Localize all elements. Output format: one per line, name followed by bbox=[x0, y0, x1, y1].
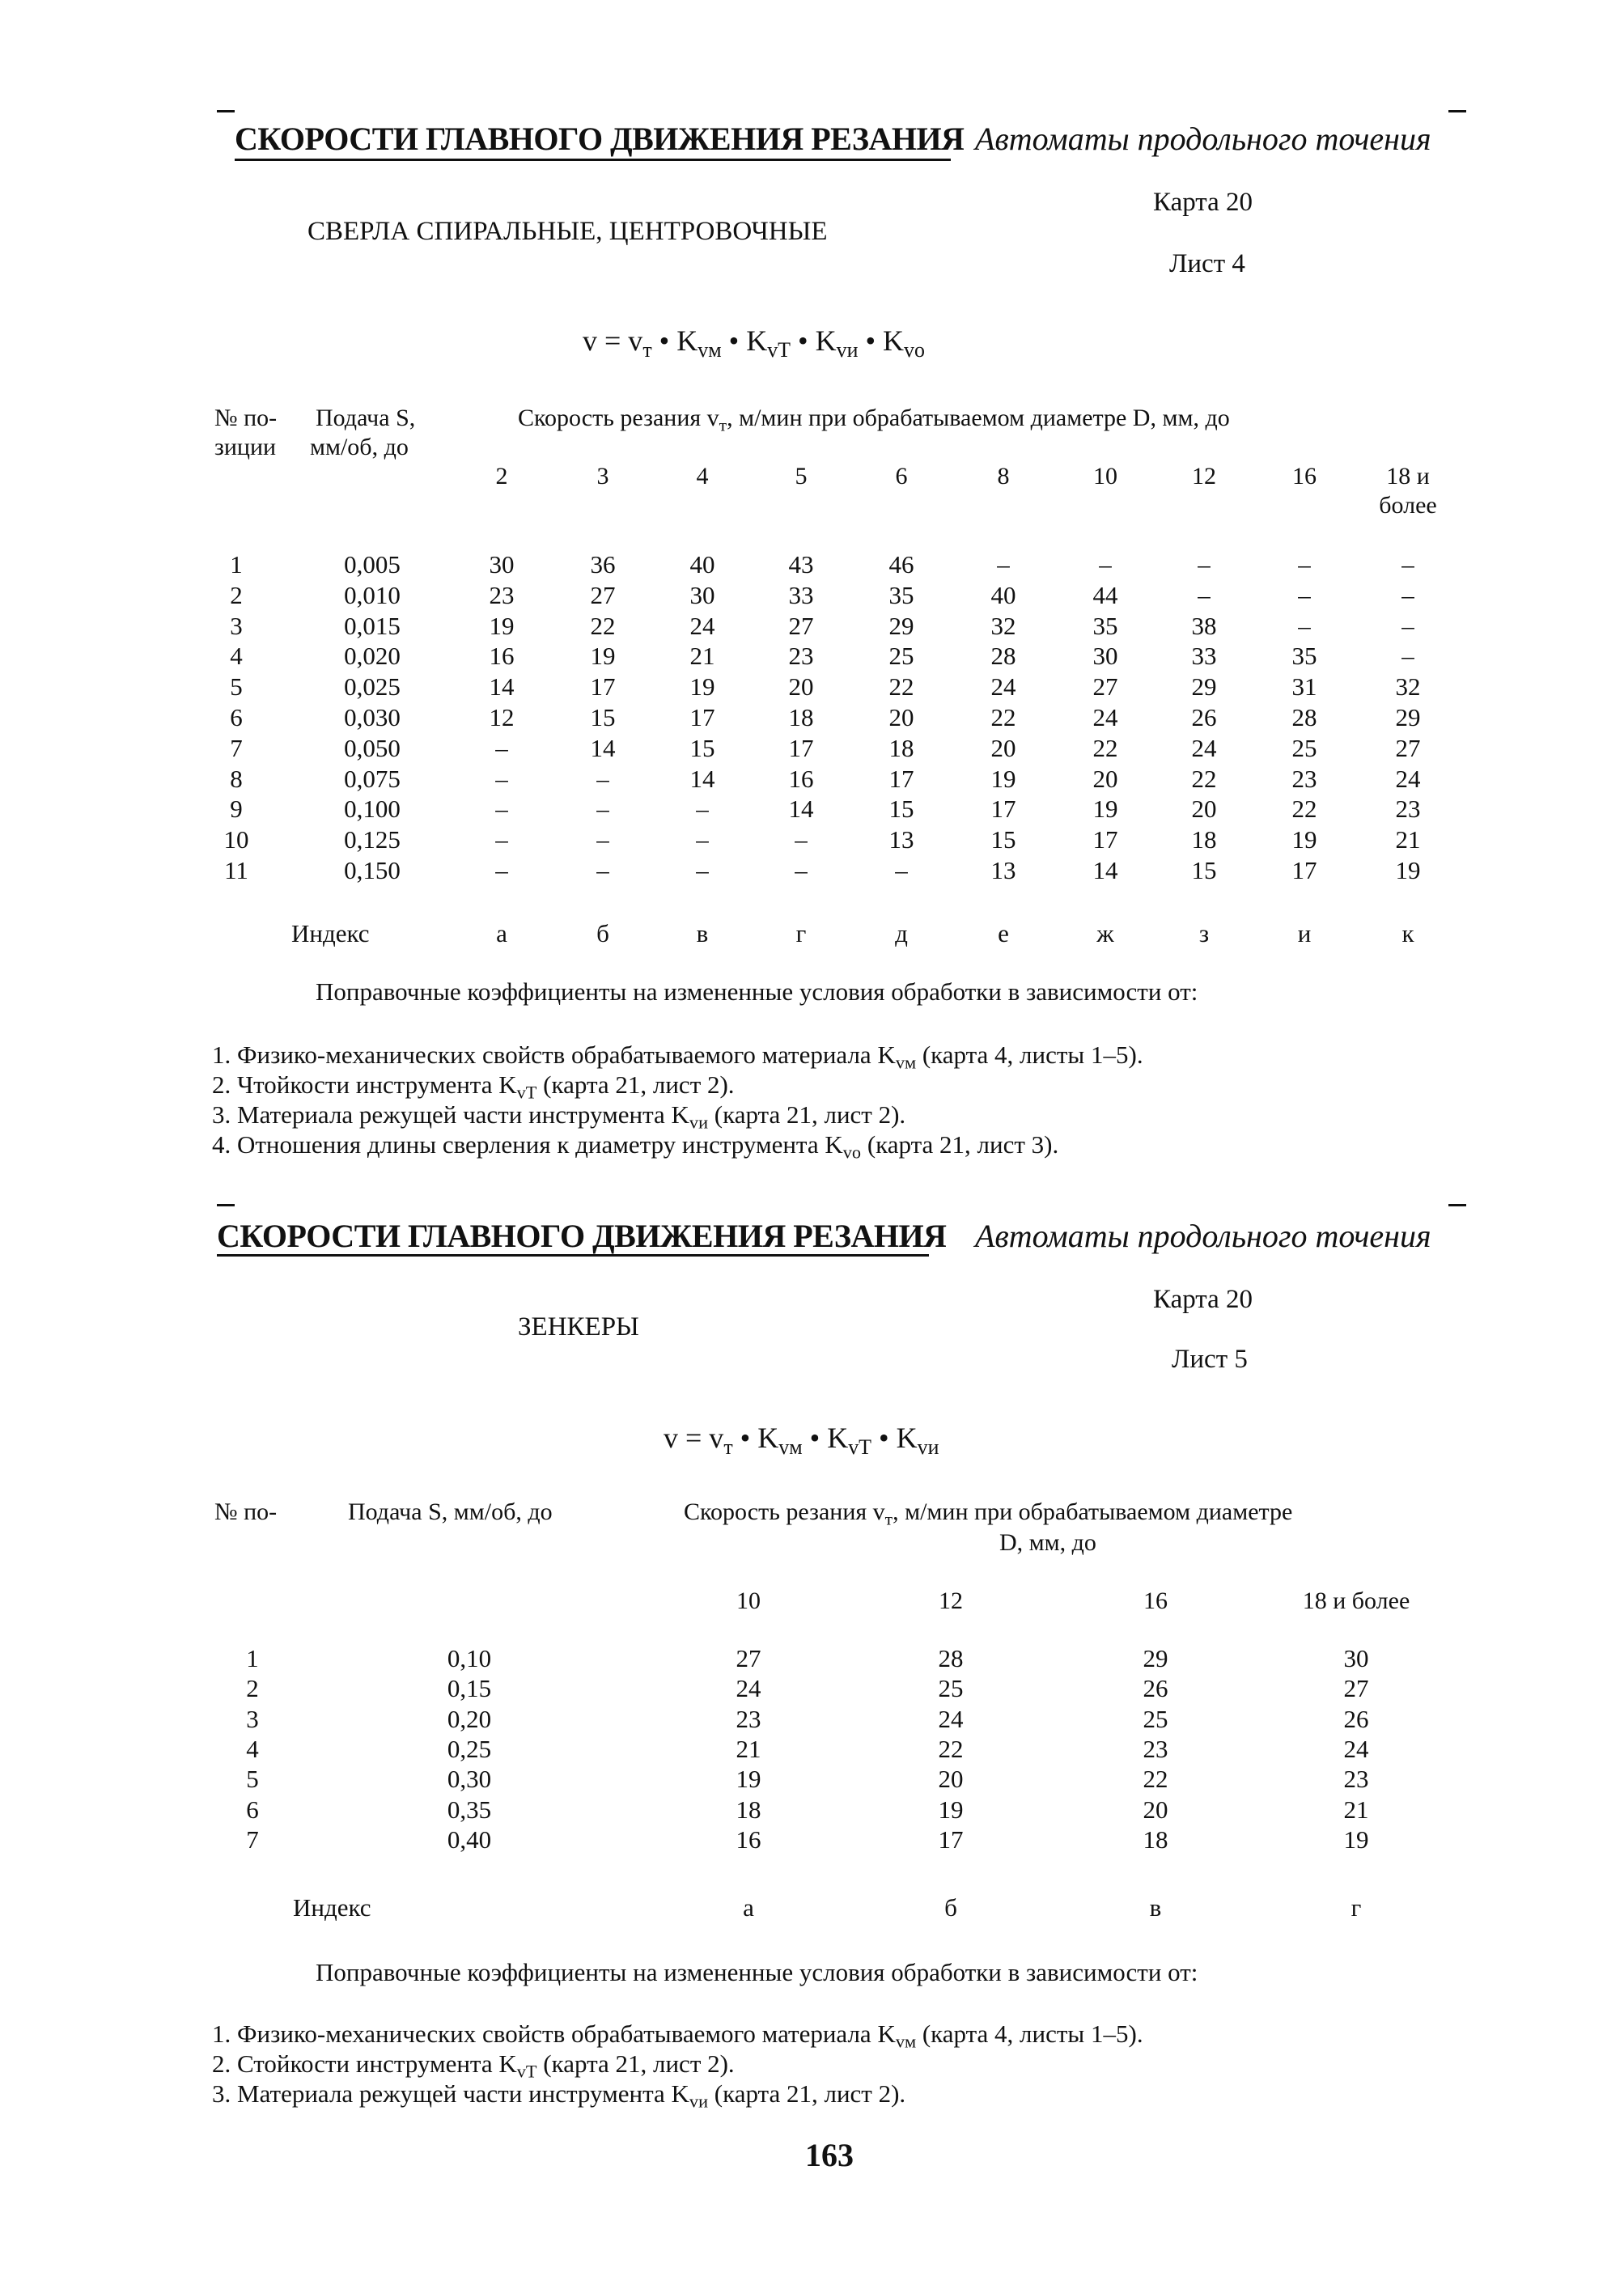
section1-title: СКОРОСТИ ГЛАВНОГО ДВИЖЕНИЯ РЕЗАНИЯ bbox=[235, 121, 965, 157]
speed-cell: 17 bbox=[689, 703, 715, 731]
speed-cell: 22 bbox=[1191, 765, 1217, 793]
row-position: 3 bbox=[246, 1705, 259, 1733]
speed-cell: 14 bbox=[689, 765, 715, 793]
section2-title: СКОРОСТИ ГЛАВНОГО ДВИЖЕНИЯ РЕЗАНИЯ bbox=[217, 1218, 947, 1254]
speed-cell: 21 bbox=[689, 642, 715, 670]
correction-item: 2. Стойкости инструмента $K_{vT}$ (карта 21, лист 2). bbox=[212, 2049, 735, 2082]
speed-cell: 19 bbox=[1395, 856, 1421, 884]
correction-item: 2. Чтойкости инструмента $K_{vT}$ (карта 21, лист 2). bbox=[212, 1070, 735, 1103]
speed-cell: 24 bbox=[1343, 1735, 1369, 1763]
diameter-label: 16 bbox=[1292, 463, 1317, 490]
speed-cell: 25 bbox=[888, 642, 914, 670]
diameter-label: 4 bbox=[696, 463, 709, 490]
speed-cell: – bbox=[1298, 550, 1311, 579]
speed-cell: 35 bbox=[1092, 612, 1118, 640]
corner-mark bbox=[1448, 110, 1466, 112]
row-feed: 0,100 bbox=[344, 795, 401, 823]
speed-cell: 14 bbox=[788, 795, 814, 823]
index-cell: в bbox=[1149, 1893, 1162, 1922]
speed-cell: 21 bbox=[1395, 825, 1421, 854]
speed-cell: 18 bbox=[736, 1795, 761, 1824]
index-cell: в bbox=[696, 919, 709, 947]
section2-card: Карта 20 bbox=[1153, 1285, 1253, 1314]
speed-cell: 16 bbox=[788, 765, 814, 793]
section2-speed-header-line1: Скорость резания $v_т$, м/мин при обрабатываемом диаметре bbox=[684, 1498, 1293, 1529]
index-cell: а bbox=[743, 1893, 754, 1922]
index-cell: б bbox=[944, 1893, 957, 1922]
speed-cell: 26 bbox=[1143, 1674, 1168, 1702]
speed-cell: 15 bbox=[590, 703, 616, 731]
speed-cell: 20 bbox=[888, 703, 914, 731]
diameter-label: более bbox=[1379, 492, 1437, 519]
speed-cell: 18 bbox=[788, 703, 814, 731]
index-cell: к bbox=[1401, 919, 1414, 947]
speed-cell: 20 bbox=[1143, 1795, 1168, 1824]
section1-col-feed-line2: мм/об, до bbox=[310, 434, 409, 460]
speed-cell: 40 bbox=[689, 550, 715, 579]
row-position: 5 bbox=[246, 1765, 259, 1793]
speed-cell: 20 bbox=[1191, 795, 1217, 823]
speed-cell: – bbox=[1099, 550, 1112, 579]
speed-cell: 26 bbox=[1191, 703, 1217, 731]
speed-cell: 17 bbox=[1291, 856, 1317, 884]
index-cell: д bbox=[895, 919, 908, 947]
speed-cell: 17 bbox=[938, 1825, 964, 1854]
speed-cell: 23 bbox=[1343, 1765, 1369, 1793]
speed-cell: 36 bbox=[590, 550, 616, 579]
speed-cell: 29 bbox=[1191, 672, 1217, 701]
speed-cell: 23 bbox=[489, 581, 515, 609]
speed-cell: 21 bbox=[1343, 1795, 1369, 1824]
speed-cell: 33 bbox=[1191, 642, 1217, 670]
index-cell: ж bbox=[1096, 919, 1114, 947]
speed-cell: 19 bbox=[489, 612, 515, 640]
diameter-label: 10 bbox=[736, 1587, 761, 1614]
speed-cell: 19 bbox=[938, 1795, 964, 1824]
row-feed: 0,15 bbox=[447, 1674, 492, 1702]
section2-title-underline bbox=[217, 1254, 929, 1257]
speed-cell: 17 bbox=[888, 765, 914, 793]
row-position: 7 bbox=[230, 734, 243, 762]
speed-cell: 22 bbox=[1092, 734, 1118, 762]
row-feed: 0,030 bbox=[344, 703, 401, 731]
speed-cell: – bbox=[1401, 612, 1414, 640]
row-feed: 0,25 bbox=[447, 1735, 492, 1763]
diameter-label: 3 bbox=[596, 463, 609, 490]
speed-cell: 22 bbox=[590, 612, 616, 640]
diameter-label: 18 и более bbox=[1302, 1587, 1410, 1614]
diameter-label: 10 bbox=[1093, 463, 1117, 490]
speed-cell: 27 bbox=[788, 612, 814, 640]
correction-item: 1. Физико-механических свойств обрабатываемого материала $K_{vм}$ (карта 4, листы 1–5). bbox=[212, 2020, 1143, 2052]
speed-cell: 24 bbox=[938, 1705, 964, 1733]
section1-speed-header: Скорость резания $v_т$, м/мин при обрабатываемом диаметре D, мм, до bbox=[518, 405, 1230, 435]
speed-cell: – bbox=[495, 825, 508, 854]
section1-heading: СВЕРЛА СПИРАЛЬНЫЕ, ЦЕНТРОВОЧНЫЕ bbox=[307, 217, 828, 246]
section2-speed-header-line2: D, мм, до bbox=[999, 1529, 1096, 1556]
row-position: 11 bbox=[224, 856, 248, 884]
speed-cell: 16 bbox=[736, 1825, 761, 1854]
speed-cell: 19 bbox=[1092, 795, 1118, 823]
speed-cell: 35 bbox=[888, 581, 914, 609]
speed-cell: – bbox=[1298, 612, 1311, 640]
diameter-label: 8 bbox=[997, 463, 1010, 490]
speed-cell: 30 bbox=[489, 550, 515, 579]
speed-cell: 24 bbox=[689, 612, 715, 640]
row-position: 6 bbox=[230, 703, 243, 731]
row-position: 9 bbox=[230, 795, 243, 823]
speed-cell: – bbox=[495, 734, 508, 762]
speed-cell: 27 bbox=[1343, 1674, 1369, 1702]
speed-cell: 18 bbox=[888, 734, 914, 762]
speed-cell: 28 bbox=[1291, 703, 1317, 731]
speed-cell: 27 bbox=[590, 581, 616, 609]
diameter-label: 2 bbox=[495, 463, 508, 490]
diameter-label: 12 bbox=[1192, 463, 1216, 490]
row-position: 2 bbox=[230, 581, 243, 609]
speed-cell: 40 bbox=[990, 581, 1016, 609]
row-feed: 0,025 bbox=[344, 672, 401, 701]
row-feed: 0,125 bbox=[344, 825, 401, 854]
row-position: 2 bbox=[246, 1674, 259, 1702]
row-position: 1 bbox=[230, 550, 243, 579]
diameter-label: 5 bbox=[795, 463, 808, 490]
section2-heading: ЗЕНКЕРЫ bbox=[518, 1312, 639, 1341]
speed-cell: – bbox=[1298, 581, 1311, 609]
speed-cell: 20 bbox=[1092, 765, 1118, 793]
row-feed: 0,015 bbox=[344, 612, 401, 640]
index-label: Индекс bbox=[293, 1893, 371, 1922]
speed-cell: 24 bbox=[990, 672, 1016, 701]
speed-cell: 24 bbox=[1191, 734, 1217, 762]
speed-cell: – bbox=[596, 856, 609, 884]
speed-cell: – bbox=[696, 795, 709, 823]
speed-cell: 21 bbox=[736, 1735, 761, 1763]
row-position: 3 bbox=[230, 612, 243, 640]
speed-cell: 25 bbox=[1291, 734, 1317, 762]
speed-cell: 30 bbox=[1343, 1644, 1369, 1672]
section2-col-position: № по- bbox=[214, 1498, 278, 1525]
speed-cell: 29 bbox=[1143, 1644, 1168, 1672]
index-cell: б bbox=[596, 919, 609, 947]
speed-cell: 12 bbox=[489, 703, 515, 731]
speed-cell: 19 bbox=[1343, 1825, 1369, 1854]
correction-item: 4. Отношения длины сверления к диаметру инструмента $K_{vo}$ (карта 21, лист 3). bbox=[212, 1130, 1059, 1163]
speed-cell: 14 bbox=[1092, 856, 1118, 884]
correction-item: 3. Материала режущей части инструмента $K_{vи}$ (карта 21, лист 2). bbox=[212, 2079, 906, 2112]
row-position: 4 bbox=[230, 642, 243, 670]
speed-cell: 15 bbox=[888, 795, 914, 823]
speed-cell: 22 bbox=[938, 1735, 964, 1763]
speed-cell: 22 bbox=[1291, 795, 1317, 823]
row-feed: 0,10 bbox=[447, 1644, 492, 1672]
row-feed: 0,005 bbox=[344, 550, 401, 579]
speed-cell: 26 bbox=[1343, 1705, 1369, 1733]
row-position: 7 bbox=[246, 1825, 259, 1854]
speed-cell: 17 bbox=[590, 672, 616, 701]
speed-cell: 23 bbox=[1143, 1735, 1168, 1763]
row-feed: 0,010 bbox=[344, 581, 401, 609]
row-position: 10 bbox=[223, 825, 249, 854]
diameter-label: 16 bbox=[1143, 1587, 1168, 1614]
speed-cell: 20 bbox=[938, 1765, 964, 1793]
speed-cell: 25 bbox=[1143, 1705, 1168, 1733]
speed-cell: 18 bbox=[1191, 825, 1217, 854]
section1-subtitle: Автоматы продольного точения bbox=[975, 121, 1431, 157]
speed-cell: – bbox=[1401, 642, 1414, 670]
speed-cell: – bbox=[1401, 550, 1414, 579]
speed-cell: – bbox=[997, 550, 1010, 579]
row-position: 5 bbox=[230, 672, 243, 701]
section1-formula: $v = v_т$ • $K_{vм}$ • $K_{vT}$ • $K_{vи}$ • $K_{vo}$ bbox=[583, 324, 925, 362]
speed-cell: 23 bbox=[736, 1705, 761, 1733]
speed-cell: 35 bbox=[1291, 642, 1317, 670]
speed-cell: 19 bbox=[689, 672, 715, 701]
section2-corrections-title: Поправочные коэффициенты на измененные условия обработки в зависимости от: bbox=[316, 1958, 1198, 1986]
section1-card: Карта 20 bbox=[1153, 188, 1253, 217]
speed-cell: 24 bbox=[1395, 765, 1421, 793]
row-position: 1 bbox=[246, 1644, 259, 1672]
correction-item: 3. Материала режущей части инструмента $K_{vи}$ (карта 21, лист 2). bbox=[212, 1100, 906, 1133]
section2-col-feed: Подача S, мм/об, до bbox=[348, 1498, 553, 1525]
section2-formula: $v = v_т$ • $K_{vм}$ • $K_{vT}$ • $K_{vи}$ bbox=[664, 1422, 939, 1459]
speed-cell: – bbox=[495, 795, 508, 823]
speed-cell: – bbox=[596, 795, 609, 823]
speed-cell: – bbox=[596, 825, 609, 854]
section1-col-position-line2: зиции bbox=[214, 434, 277, 460]
page-number: 163 bbox=[805, 2137, 854, 2173]
speed-cell: 15 bbox=[990, 825, 1016, 854]
speed-cell: – bbox=[495, 856, 508, 884]
speed-cell: 20 bbox=[788, 672, 814, 701]
speed-cell: – bbox=[795, 856, 808, 884]
speed-cell: 31 bbox=[1291, 672, 1317, 701]
speed-cell: 27 bbox=[736, 1644, 761, 1672]
index-cell: и bbox=[1297, 919, 1312, 947]
speed-cell: 17 bbox=[990, 795, 1016, 823]
row-feed: 0,020 bbox=[344, 642, 401, 670]
speed-cell: 23 bbox=[1291, 765, 1317, 793]
row-feed: 0,20 bbox=[447, 1705, 492, 1733]
speed-cell: 33 bbox=[788, 581, 814, 609]
speed-cell: 30 bbox=[1092, 642, 1118, 670]
speed-cell: 19 bbox=[1291, 825, 1317, 854]
speed-cell: 28 bbox=[938, 1644, 964, 1672]
speed-cell: – bbox=[696, 825, 709, 854]
speed-cell: 22 bbox=[888, 672, 914, 701]
diameter-label: 18 и bbox=[1386, 463, 1430, 490]
speed-cell: 38 bbox=[1191, 612, 1217, 640]
speed-cell: 22 bbox=[1143, 1765, 1168, 1793]
speed-cell: 29 bbox=[1395, 703, 1421, 731]
index-cell: г bbox=[795, 919, 807, 947]
index-cell: а bbox=[496, 919, 507, 947]
speed-cell: 24 bbox=[1092, 703, 1118, 731]
speed-cell: – bbox=[696, 856, 709, 884]
speed-cell: 46 bbox=[888, 550, 914, 579]
speed-cell: 19 bbox=[590, 642, 616, 670]
speed-cell: 27 bbox=[1395, 734, 1421, 762]
diameter-label: 6 bbox=[895, 463, 908, 490]
speed-cell: 29 bbox=[888, 612, 914, 640]
speed-cell: 14 bbox=[489, 672, 515, 701]
row-position: 8 bbox=[230, 765, 243, 793]
row-feed: 0,075 bbox=[344, 765, 401, 793]
speed-cell: – bbox=[596, 765, 609, 793]
speed-cell: 20 bbox=[990, 734, 1016, 762]
speed-cell: – bbox=[795, 825, 808, 854]
section1-col-feed-line1: Подача S, bbox=[316, 405, 416, 431]
speed-cell: 16 bbox=[489, 642, 515, 670]
speed-cell: 14 bbox=[590, 734, 616, 762]
row-feed: 0,050 bbox=[344, 734, 401, 762]
speed-cell: 19 bbox=[990, 765, 1016, 793]
speed-cell: 44 bbox=[1092, 581, 1118, 609]
speed-cell: 17 bbox=[788, 734, 814, 762]
section2-sheet: Лист 5 bbox=[1172, 1345, 1248, 1374]
speed-cell: – bbox=[1198, 550, 1211, 579]
speed-cell: 18 bbox=[1143, 1825, 1168, 1854]
speed-cell: 13 bbox=[888, 825, 914, 854]
speed-cell: 17 bbox=[1092, 825, 1118, 854]
correction-item: 1. Физико-механических свойств обрабатываемого материала $K_{vм}$ (карта 4, листы 1–5). bbox=[212, 1041, 1143, 1073]
speed-cell: – bbox=[1198, 581, 1211, 609]
speed-cell: 24 bbox=[736, 1674, 761, 1702]
section1-col-position-line1: № по- bbox=[214, 405, 278, 431]
index-label: Индекс bbox=[291, 919, 370, 947]
row-feed: 0,150 bbox=[344, 856, 401, 884]
speed-cell: 30 bbox=[689, 581, 715, 609]
corner-mark bbox=[217, 110, 235, 112]
index-cell: е bbox=[998, 919, 1009, 947]
speed-cell: 13 bbox=[990, 856, 1016, 884]
index-cell: з bbox=[1198, 919, 1210, 947]
row-feed: 0,35 bbox=[447, 1795, 492, 1824]
speed-cell: 22 bbox=[990, 703, 1016, 731]
corner-mark bbox=[217, 1204, 235, 1206]
row-position: 6 bbox=[246, 1795, 259, 1824]
speed-cell: 43 bbox=[788, 550, 814, 579]
speed-cell: 28 bbox=[990, 642, 1016, 670]
section2-subtitle: Автоматы продольного точения bbox=[975, 1218, 1431, 1254]
speed-cell: – bbox=[495, 765, 508, 793]
diameter-label: 12 bbox=[939, 1587, 963, 1614]
section1-corrections-title: Поправочные коэффициенты на измененные условия обработки в зависимости от: bbox=[316, 977, 1198, 1006]
speed-cell: 15 bbox=[689, 734, 715, 762]
speed-cell: – bbox=[895, 856, 908, 884]
corner-mark bbox=[1448, 1204, 1466, 1206]
section1-sheet: Лист 4 bbox=[1169, 249, 1245, 278]
speed-cell: 25 bbox=[938, 1674, 964, 1702]
speed-cell: 32 bbox=[1395, 672, 1421, 701]
speed-cell: 19 bbox=[736, 1765, 761, 1793]
speed-cell: – bbox=[1401, 581, 1414, 609]
row-position: 4 bbox=[246, 1735, 259, 1763]
speed-cell: 23 bbox=[788, 642, 814, 670]
row-feed: 0,30 bbox=[447, 1765, 492, 1793]
speed-cell: 23 bbox=[1395, 795, 1421, 823]
speed-cell: 27 bbox=[1092, 672, 1118, 701]
speed-cell: 32 bbox=[990, 612, 1016, 640]
speed-cell: 15 bbox=[1191, 856, 1217, 884]
index-cell: г bbox=[1351, 1893, 1362, 1922]
row-feed: 0,40 bbox=[447, 1825, 492, 1854]
section1-title-underline bbox=[235, 159, 951, 161]
